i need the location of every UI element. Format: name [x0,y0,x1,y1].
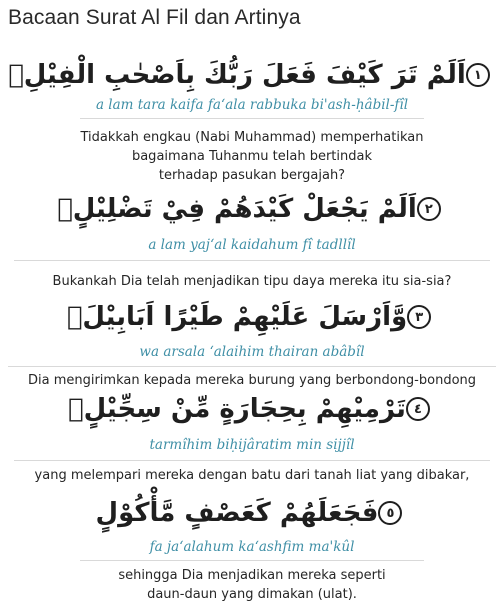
verse-1-arabic-row [0,58,504,92]
verse-4-arabic-row [0,392,504,426]
translation-line: terhadap pasukan bergajah? [158,168,346,183]
verse-5-arabic: فَجَعَلَهُمْ كَعَصْفٍ مَّأْكُوْلٍ [95,498,379,528]
verse-1-arabic: اَلَمْ تَرَ كَيْفَ فَعَلَ رَبُّكَ بِاَصْحٰبِ الْفِيْلِۗ [8,60,466,90]
verse-5-translation [0,566,504,604]
verse-4-latin: tarmîhim biḥijâratim min sijjîl [149,437,355,453]
verse-3-latin: wa arsala ‘alaihim thairan abâbîl [139,344,365,360]
verse-4-translation [0,466,504,485]
verse-5-latin: fa ja‘alahum ka‘ashfim ma'kûl [149,539,355,555]
ayah-number-mark: ٥ [378,501,402,525]
translation-line: Tidakkah engkau (Nabi Muhammad) memperhatikan [80,130,424,145]
ayah-number-mark: ٤ [406,397,430,421]
translation-line: Dia mengirimkan kepada mereka burung yang berbondong-bondong [27,373,477,388]
translation-line: sehingga Dia menjadikan mereka seperti [118,568,386,583]
verse-1-latin: a lam tara kaifa fa‘ala rabbuka bi'ash-ḥâbil-fîl [95,97,409,113]
verse-4-arabic: تَرْمِيْهِمْ بِحِجَارَةٍ مِّنْ سِجِّيْلٍۙ [68,394,406,424]
translation-line: Bukankah Dia telah menjadikan tipu daya mereka itu sia-sia? [52,274,452,289]
verse-2-arabic: اَلَمْ يَجْعَلْ كَيْدَهُمْ فِيْ تَضْلِيْلٍۙ [57,194,417,224]
verse-4-divider [14,460,490,461]
translation-line: bagaimana Tuhanmu telah bertindak [131,149,373,164]
translation-line: yang melempari mereka dengan batu dari tanah liat yang dibakar, [34,468,470,483]
verse-2-translation [0,272,504,291]
ayah-number-mark: ٣ [407,305,431,329]
translation-line: daun-daun yang dimakan (ulat). [147,587,357,602]
verse-3-translation [0,371,504,390]
verse-1-translation [0,128,504,185]
verse-1-divider [80,118,424,119]
ayah-number-mark: ١ [466,63,490,87]
page-title: Bacaan Surat Al Fil dan Artinya [8,6,301,29]
verse-3-divider [8,366,496,367]
ayah-number-mark: ٢ [417,197,441,221]
verse-5-arabic-row [0,496,504,530]
verse-3-arabic: وَّاَرْسَلَ عَلَيْهِمْ طَيْرًا اَبَابِيْلَۙ [66,302,408,332]
verse-5-divider [80,560,424,561]
verse-2-latin: a lam yaj‘al kaidahum fî tadllîl [148,237,356,253]
verse-3-arabic-row [0,300,504,334]
verse-2-arabic-row [0,192,504,226]
verse-2-divider [14,260,490,261]
